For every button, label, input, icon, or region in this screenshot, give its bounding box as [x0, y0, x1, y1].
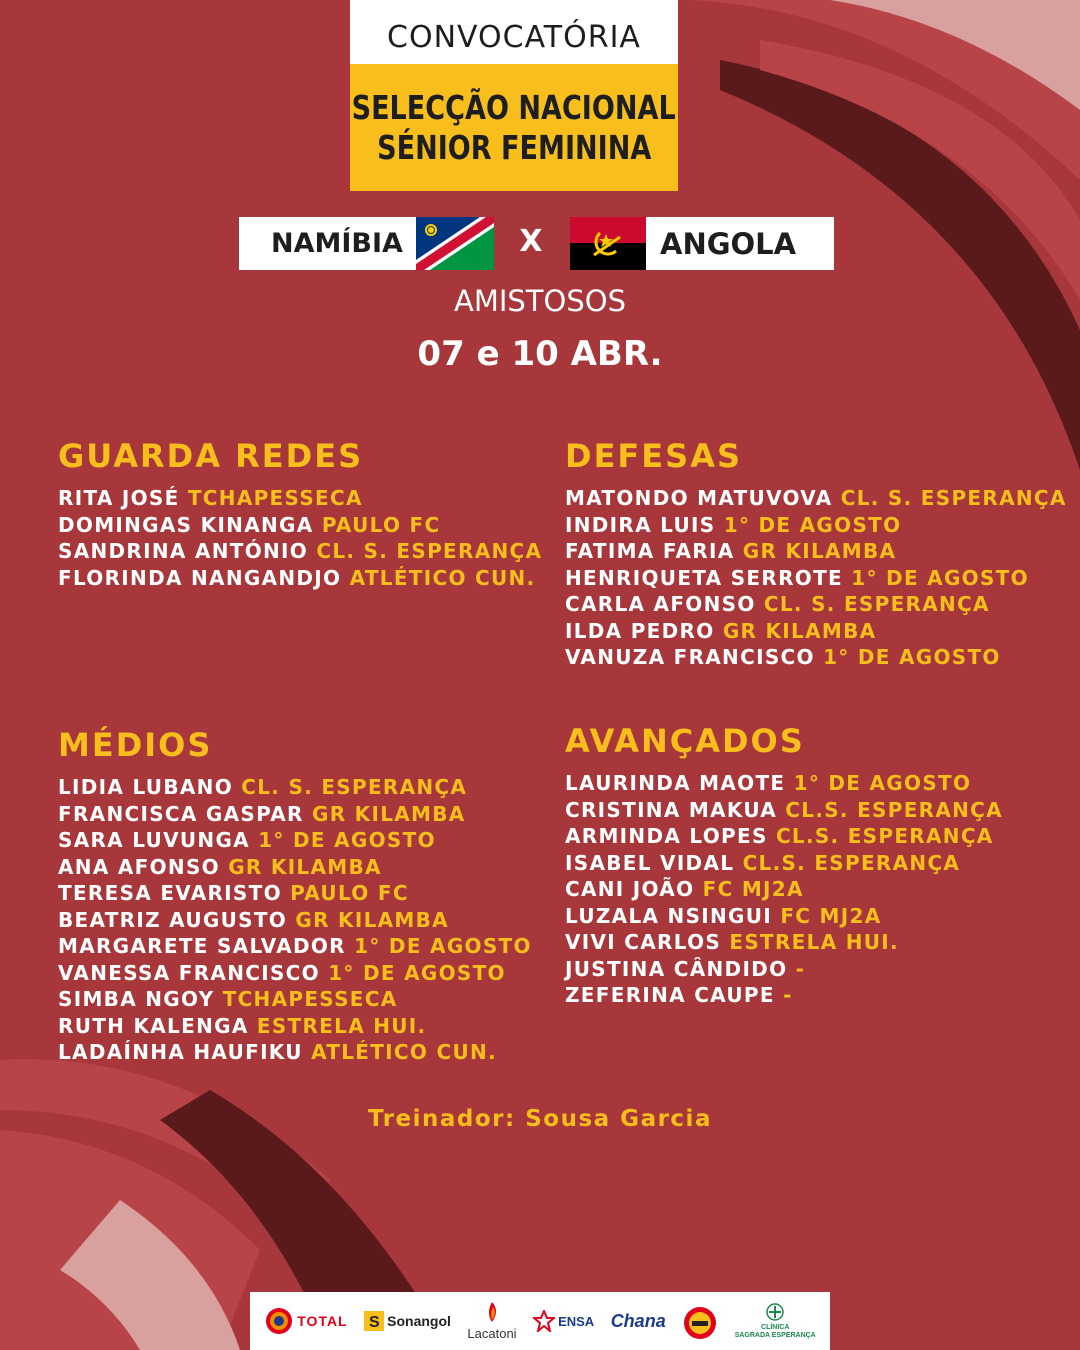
player-name: ISABEL VIDAL [565, 850, 735, 875]
sonangol-logo-icon [364, 1311, 384, 1331]
player-name: FRANCISCA GASPAR [58, 801, 304, 826]
forwards-list [565, 770, 1003, 1009]
player-row [58, 986, 532, 1013]
ango-real-logo-icon [682, 1301, 718, 1341]
team-title [350, 64, 678, 191]
player-name: RITA JOSÉ [58, 486, 180, 510]
player-row [58, 485, 542, 512]
player-row [565, 876, 1003, 903]
clinica-cross-icon [766, 1303, 784, 1321]
player-name: CARLA AFONSO [565, 592, 756, 616]
lacatoni-logo-icon [482, 1301, 502, 1323]
match-type: AMISTOSOS [453, 284, 626, 318]
player-club: 1° DE AGOSTO [258, 828, 436, 852]
player-row [565, 485, 1067, 512]
coach-label: Treinador: Sousa Garcia [368, 1106, 712, 1132]
player-club: GR KILAMBA [742, 539, 897, 563]
player-name: ZEFERINA CAUPE [565, 983, 775, 1007]
player-club: GR KILAMBA [722, 618, 877, 643]
team-title-line1: SELECÇÃO NACIONAL [351, 87, 677, 127]
player-club: TCHAPESSECA [187, 486, 363, 510]
convocatoria-label: CONVOCATÓRIA [350, 0, 678, 64]
player-row [565, 956, 1003, 983]
player-club: GR KILAMBA [312, 801, 466, 826]
player-name: LAURINDA MAOTE [565, 771, 786, 795]
player-name: SANDRINA ANTÓNIO [58, 539, 309, 563]
player-row [565, 850, 1003, 877]
player-row [58, 512, 542, 539]
player-name: ARMINDA LOPES [565, 824, 768, 848]
midfielders-section [58, 726, 532, 1066]
player-club: ATLÉTICO CUN. [311, 1040, 497, 1064]
team-title-line2: SÉNIOR FEMININA [376, 127, 652, 167]
sponsor-ango-real [682, 1301, 718, 1341]
namibia-flag-icon [416, 217, 494, 270]
player-club: CL. S. ESPERANÇA [763, 592, 990, 616]
player-row [565, 538, 1067, 565]
sponsors-bar [250, 1292, 830, 1350]
player-row [58, 933, 532, 960]
player-club: FC MJ2A [702, 877, 804, 901]
player-club: PAULO FC [321, 512, 441, 537]
player-name: VIVI CARLOS [565, 930, 722, 954]
player-name: CRISTINA MAKUA [565, 797, 778, 822]
player-name: INDIRA LUIS [565, 512, 716, 537]
forwards-title: AVANÇADOS [565, 722, 805, 760]
player-club: PAULO FC [290, 881, 409, 905]
player-club: ESTRELA HUI. [256, 1013, 427, 1038]
player-club: 1° DE AGOSTO [851, 565, 1029, 590]
sponsor-lacatoni: Lacatoni [467, 1301, 516, 1341]
player-row [58, 538, 542, 565]
player-row [58, 801, 532, 828]
player-row [565, 644, 1067, 671]
player-name: JUSTINA CÂNDIDO [565, 956, 788, 981]
player-name: DOMINGAS KINANGA [58, 512, 314, 537]
title-box [350, 0, 678, 191]
player-name: FATIMA FARIA [565, 539, 735, 563]
player-name: CANI JOÃO [565, 877, 695, 901]
player-row [565, 903, 1003, 930]
player-name: SIMBA NGOY [58, 987, 215, 1011]
player-row [565, 823, 1003, 850]
defenders-title: DEFESAS [565, 437, 742, 475]
total-logo-icon [264, 1306, 294, 1336]
player-name: RUTH KALENGA [58, 1013, 249, 1038]
away-team-banner [570, 217, 834, 270]
player-name: VANESSA FRANCISCO [58, 960, 320, 985]
player-club: ESTRELA HUI. [729, 930, 899, 954]
player-club: CL.S. ESPERANÇA [775, 824, 994, 848]
away-team-name: ANGOLA [660, 226, 797, 261]
svg-text:S: S [369, 1314, 380, 1331]
forwards-section [565, 722, 1003, 1009]
versus-label: X [519, 224, 543, 259]
player-name: LIDIA LUBANO [58, 775, 234, 799]
player-row [565, 770, 1003, 797]
player-name: ILDA PEDRO [565, 618, 715, 643]
player-club: GR KILAMBA [228, 854, 382, 879]
player-row [565, 591, 1067, 618]
player-club: CL.S. ESPERANÇA [785, 797, 1003, 822]
player-name: MARGARETE SALVADOR [58, 934, 346, 958]
player-club: TCHAPESSECA [222, 987, 398, 1011]
player-name: HENRIQUETA SERROTE [565, 565, 843, 590]
player-row [565, 512, 1067, 539]
midfielders-list [58, 774, 532, 1066]
player-name: SARA LUVUNGA [58, 828, 250, 852]
player-name: TERESA EVARISTO [58, 881, 282, 905]
player-row [58, 774, 532, 801]
player-club: - [783, 983, 793, 1007]
player-row [58, 854, 532, 881]
player-row [565, 797, 1003, 824]
player-row [58, 880, 532, 907]
player-row [565, 565, 1067, 592]
player-name: MATONDO MATUVOVA [565, 486, 833, 510]
defenders-list [565, 485, 1067, 671]
player-club: FC MJ2A [780, 903, 882, 928]
player-row [58, 907, 532, 934]
player-club: CL. S. ESPERANÇA [316, 539, 543, 563]
player-row [58, 1039, 532, 1066]
match-dates: 07 e 10 ABR. [417, 334, 663, 374]
player-row [58, 827, 532, 854]
player-name: VANUZA FRANCISCO [565, 645, 815, 669]
player-club: 1° DE AGOSTO [723, 512, 902, 537]
player-club: GR KILAMBA [295, 907, 449, 932]
player-name: ANA AFONSO [58, 854, 220, 879]
player-club: 1° DE AGOSTO [823, 645, 1001, 669]
sponsor-clinica: CLÍNICA SAGRADA ESPERANÇA [735, 1303, 816, 1340]
goalkeepers-list [58, 485, 542, 591]
player-name: FLORINDA NANGANDJO [58, 565, 342, 590]
player-club: 1° DE AGOSTO [354, 934, 532, 958]
player-name: BEATRIZ AUGUSTO [58, 907, 288, 932]
player-club: CL. S. ESPERANÇA [840, 486, 1067, 510]
angola-flag-icon [570, 217, 646, 270]
player-club: 1° DE AGOSTO [793, 771, 972, 795]
sponsor-sonangol: S Sonangol [364, 1311, 451, 1331]
sponsor-ensa: ENSA [533, 1310, 594, 1332]
player-row [58, 1013, 532, 1040]
player-club: - [795, 956, 806, 981]
goalkeepers-section [58, 437, 542, 591]
player-club: CL. S. ESPERANÇA [241, 775, 468, 799]
defenders-section [565, 437, 1067, 671]
player-club: CL.S. ESPERANÇA [742, 850, 961, 875]
midfielders-title: MÉDIOS [58, 726, 213, 764]
player-row [58, 960, 532, 987]
player-name: LUZALA NSINGUI [565, 903, 773, 928]
ensa-star-icon [533, 1310, 555, 1332]
player-row [565, 929, 1003, 956]
player-row [565, 618, 1067, 645]
goalkeepers-title: GUARDA REDES [58, 437, 364, 475]
player-row [58, 565, 542, 592]
home-team-banner [239, 217, 494, 270]
player-name: LADAÍNHA HAUFIKU [58, 1040, 303, 1064]
player-row [565, 982, 1003, 1009]
sponsor-chana: Chana [610, 1310, 666, 1331]
home-team-name: NAMÍBIA [271, 228, 403, 259]
player-club: 1° DE AGOSTO [328, 960, 506, 985]
player-club: ATLÉTICO CUN. [349, 565, 536, 590]
sponsor-total: TOTAL [264, 1306, 347, 1336]
